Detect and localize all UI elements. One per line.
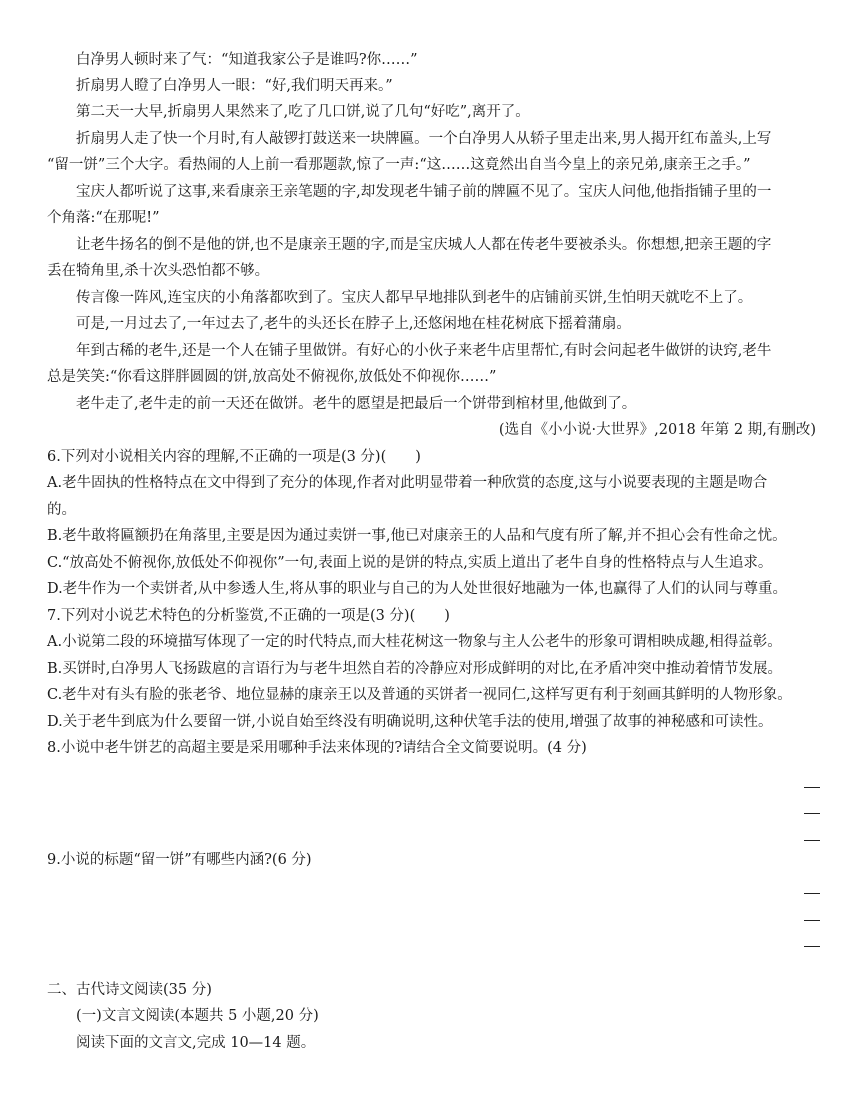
story-line: 白净男人顿时来了气：“知道我家公子是谁吗?你……”	[76, 52, 418, 68]
story-line: 总是笑笑:“你看这胖胖圆圆的饼,放高处不俯视你,放低处不仰视你……”	[47, 369, 497, 385]
story-line: “留一饼”三个大字。看热闹的人上前一看那题款,惊了一声:“这……这竟然出自当今皇上的亲兄弟,康亲王之手。”	[47, 157, 751, 173]
question-6-option-b: B.老牛敢将匾额扔在角落里,主要是因为通过卖饼一事,他已对康亲王的人品和气度有所了解,并不担心会有性命之忧。	[47, 528, 787, 544]
answer-line[interactable]	[804, 920, 820, 921]
story-line: 可是,一月过去了,一年过去了,老牛的头还长在脖子上,还悠闲地在桂花树底下摇着蒲扇。	[76, 316, 631, 332]
question-6-stem: 6.下列对小说相关内容的理解,不正确的一项是(3 分)( )	[47, 449, 421, 465]
question-7-stem: 7.下列对小说艺术特色的分析鉴赏,不正确的一项是(3 分)( )	[47, 608, 450, 624]
story-line: 丢在犄角里,杀十次头恐怕都不够。	[47, 263, 270, 279]
question-6-option-a: A.老牛固执的性格特点在文中得到了充分的体现,作者对此明显带着一种欣赏的态度,这与小说要表现的主题是吻合	[47, 475, 768, 491]
story-line: 第二天一大早,折扇男人果然来了,吃了几口饼,说了几句“好吃”,离开了。	[76, 104, 530, 120]
story-line: 让老牛扬名的倒不是他的饼,也不是康亲王题的字,而是宝庆城人人都在传老牛要被杀头。你想想,把亲王题的字	[76, 237, 772, 253]
answer-line[interactable]	[804, 946, 820, 947]
question-7-option-b: B.买饼时,白净男人飞扬跋扈的言语行为与老牛坦然自若的冷静应对形成鲜明的对比,在矛盾冲突中推动着情节发展。	[47, 661, 782, 677]
story-line: 折扇男人瞪了白净男人一眼：“好,我们明天再来。”	[76, 78, 393, 94]
story-line: 传言像一阵风,连宝庆的小角落都吹到了。宝庆人都早早地排队到老牛的店铺前买饼,生怕明天就吃不上了。	[76, 290, 753, 306]
question-6-option-d: D.老牛作为一个卖饼者,从中参透人生,将从事的职业与自己的为人处世很好地融为一体,也赢得了人们的认同与尊重。	[47, 581, 788, 597]
subsection-heading: (一)文言文阅读(本题共 5 小题,20 分)	[76, 1008, 319, 1024]
story-line: 宝庆人都听说了这事,来看康亲王亲笔题的字,却发现老牛铺子前的牌匾不见了。宝庆人问他,他指指铺子里的一	[76, 184, 772, 200]
answer-line[interactable]	[804, 787, 820, 788]
source-citation: (选自《小小说·大世界》,2018 年第 2 期,有删改)	[498, 422, 816, 438]
question-9-stem: 9.小说的标题“留一饼”有哪些内涵?(6 分)	[47, 852, 312, 868]
answer-line[interactable]	[804, 813, 820, 814]
section-heading: 二、古代诗文阅读(35 分)	[47, 982, 212, 998]
answer-line[interactable]	[804, 893, 820, 894]
question-8-stem: 8.小说中老牛饼艺的高超主要是采用哪种手法来体现的?请结合全文简要说明。(4 分)	[47, 740, 587, 756]
question-6-option-c: C.“放高处不俯视你,放低处不仰视你”一句,表面上说的是饼的特点,实质上道出了老牛自身的性格特点与人生追求。	[47, 555, 773, 571]
story-line: 年到古稀的老牛,还是一个人在铺子里做饼。有好心的小伙子来老牛店里帮忙,有时会问起老牛做饼的诀窍,老牛	[76, 343, 772, 359]
reading-instruction: 阅读下面的文言文,完成 10—14 题。	[76, 1035, 316, 1051]
answer-line[interactable]	[804, 840, 820, 841]
question-7-option-c: C.老牛对有头有脸的张老爷、地位显赫的康亲王以及普通的买饼者一视同仁,这样写更有利于刻画其鲜明的人物形象。	[47, 687, 792, 703]
question-7-option-d: D.关于老牛到底为什么要留一饼,小说自始至终没有明确说明,这种伏笔手法的使用,增强了故事的神秘感和可读性。	[47, 714, 773, 730]
question-7-option-a: A.小说第二段的环境描写体现了一定的时代特点,而大桂花树这一物象与主人公老牛的形象可谓相映成趣,相得益彰。	[47, 634, 782, 650]
story-line: 个角落:“在那呢!”	[47, 210, 160, 226]
story-line: 折扇男人走了快一个月时,有人敲锣打鼓送来一块牌匾。一个白净男人从轿子里走出来,男人揭开红布盖头,上写	[76, 131, 772, 147]
question-6-option-a-cont: 的。	[47, 502, 76, 518]
story-line: 老牛走了,老牛走的前一天还在做饼。老牛的愿望是把最后一个饼带到棺材里,他做到了。	[76, 396, 637, 412]
